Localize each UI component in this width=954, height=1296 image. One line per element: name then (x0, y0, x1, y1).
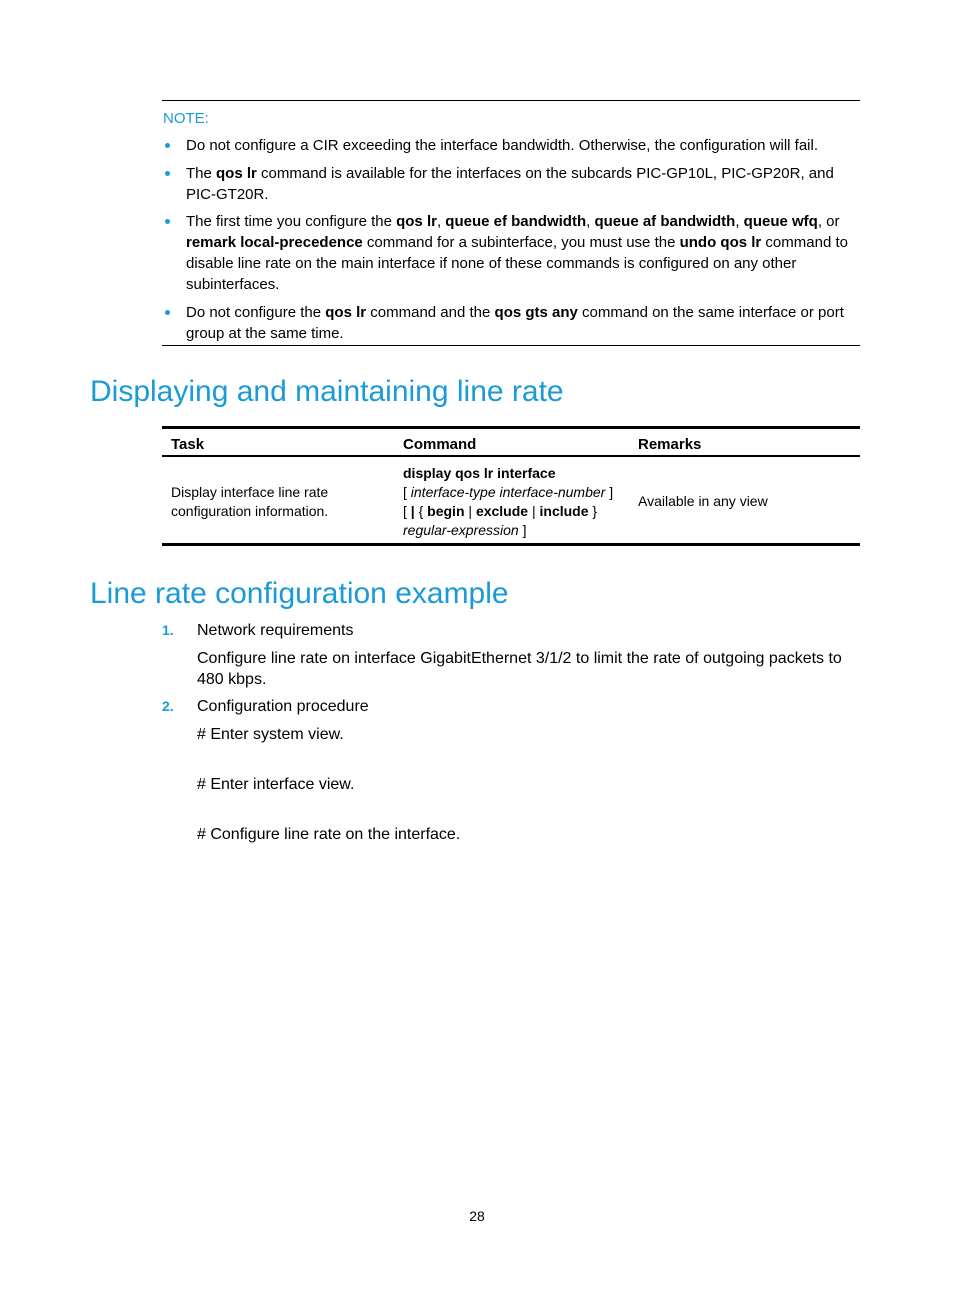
comment-interface-view: # Enter interface view. (197, 776, 355, 793)
step-label-2: Configuration procedure (197, 698, 369, 715)
header-command: Command (403, 436, 477, 453)
note-item-3: The first time you configure the qos lr, queue ef bandwidth, queue af bandwidth, queue wfq, or remark local-precedence command for a subinterface, you must use the undo qos lr command to disable line rate on the main interface if none of these commands is configured on any other subinterfaces. (186, 211, 852, 295)
note-item-1: Do not configure a CIR exceeding the interface bandwidth. Otherwise, the configuration will fail. (186, 135, 852, 156)
bullet-icon (165, 310, 170, 315)
section-title-example: Line rate configuration example (90, 577, 509, 610)
bullet-icon (165, 171, 170, 176)
note-item-2: The qos lr command is available for the interfaces on the subcards PIC-GP10L, PIC-GP20R, and PIC-GT20R. (186, 163, 852, 205)
comment-line-rate: # Configure line rate on the interface. (197, 826, 461, 843)
network-requirements-text: Configure line rate on interface GigabitEthernet 3/1/2 to limit the rate of outgoing packets to 480 kbps. (197, 650, 842, 688)
step-label-1: Network requirements (197, 622, 354, 639)
command-table (162, 426, 860, 546)
table-rule (162, 543, 860, 546)
cell-command: display qos lr interface [ interface-type interface-number ] [ | { begin | exclude | include } regular-expression ] (403, 465, 614, 538)
cell-remarks: Available in any view (638, 493, 768, 509)
step-number-2: 2. (162, 698, 174, 714)
page-number: 28 (469, 1208, 485, 1224)
note-item-4: Do not configure the qos lr command and the qos gts any command on the same interface or port group at the same time. (186, 302, 852, 344)
note-label: NOTE: (163, 110, 209, 127)
bullet-icon (165, 143, 170, 148)
bullet-icon (165, 219, 170, 224)
table-rule (162, 455, 860, 457)
section-title-displaying: Displaying and maintaining line rate (90, 375, 564, 408)
note-box (162, 100, 860, 346)
step-number-1: 1. (162, 622, 174, 638)
comment-system-view: # Enter system view. (197, 726, 344, 743)
header-remarks: Remarks (638, 436, 702, 453)
header-task: Task (171, 436, 205, 453)
cell-task: Display interface line rate configuration information. (171, 484, 329, 519)
table-rule (162, 426, 860, 429)
